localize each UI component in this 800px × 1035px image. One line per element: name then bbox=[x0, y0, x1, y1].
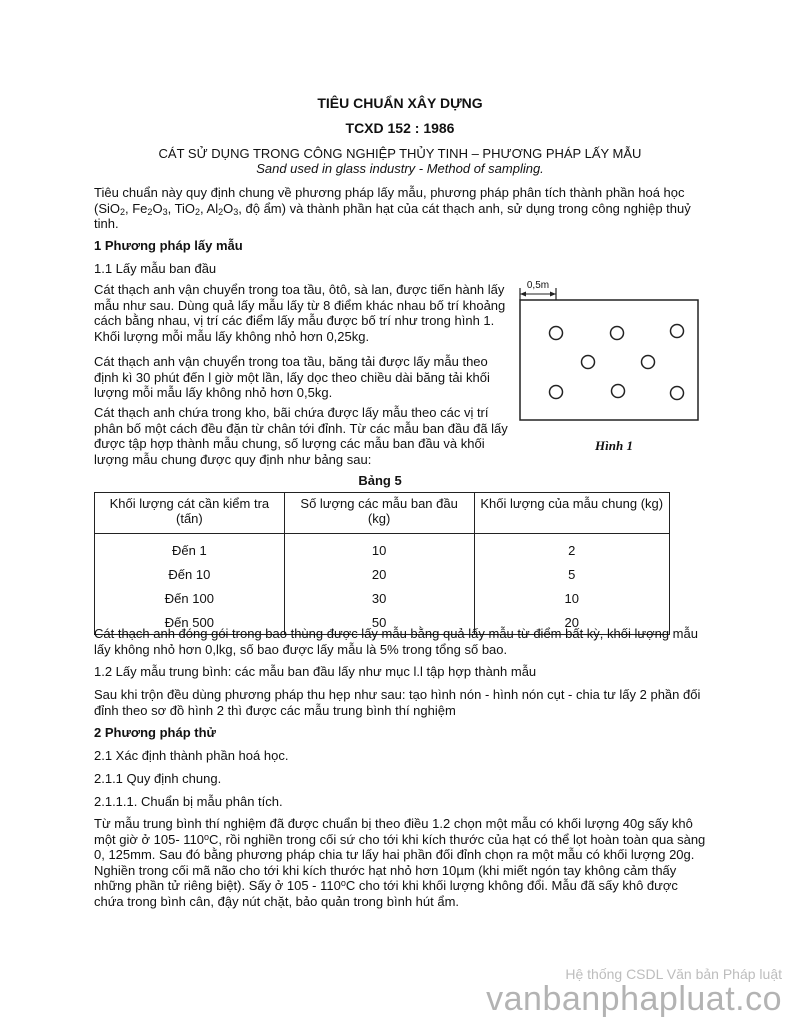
paragraph-transport-sampling: Cát thạch anh vận chuyển trong toa tầu, ôtô, sà lan, được tiến hành lấy mẫu như sau. Dùng quả lấy mẫu lấy từ 8 điểm khác nhau bố trí khoảng cách bằng nhau, vị trí các điểm lấy mẫu được bố trí như trong hình 1. Khối lượng mỗi mẫu lấy không nhỏ hơn 0,25kg. bbox=[94, 282, 506, 344]
sampling-point bbox=[550, 386, 563, 399]
table-cell: Đến 100 bbox=[95, 586, 285, 610]
figure-1 bbox=[512, 280, 712, 463]
section-1-heading: 1 Phương pháp lấy mẫu bbox=[94, 238, 243, 253]
standard-title: TIÊU CHUẨN XÂY DỰNG bbox=[317, 95, 483, 111]
column-header: Số lượng các mẫu ban đầu (kg) bbox=[284, 493, 474, 534]
sampling-point bbox=[671, 387, 684, 400]
paragraph-bag-sampling: Cát thạch anh đóng gói trong bao thùng được lấy mẫu bằng quả lấy mẫu từ điểm bất kỳ, khối lượng mẫu lấy không nhỏ hơn 0,lkg, số bao được lấy mẫu là 5% trong tổng số bao. bbox=[94, 626, 698, 657]
table-cell: 20 bbox=[284, 562, 474, 586]
table-cell: Đến 1 bbox=[95, 534, 285, 563]
standard-subtitle-english: Sand used in glass industry - Method of sampling. bbox=[256, 161, 544, 176]
column-header: Khối lượng của mẫu chung (kg) bbox=[474, 493, 670, 534]
table-header-row bbox=[95, 493, 670, 534]
watermark-site: vanbanphapluat.co bbox=[486, 980, 782, 1018]
table-cell: 5 bbox=[474, 562, 670, 586]
column-header: Khối lượng cát cần kiểm tra (tấn) bbox=[95, 493, 285, 534]
sampling-point bbox=[611, 327, 624, 340]
subsection-2-1-1-1: 2.1.1.1. Chuẩn bị mẫu phân tích. bbox=[94, 794, 283, 809]
table-row bbox=[95, 586, 670, 610]
standard-subtitle: CÁT SỬ DỤNG TRONG CÔNG NGHIỆP THỦY TINH – PHƯƠNG PHÁP LẤY MẪU bbox=[158, 146, 642, 161]
paragraph-quartering: Sau khi trộn đều dùng phương pháp thu hẹp như sau: tạo hình nón - hình nón cụt - chia tư lấy 2 phần đối đỉnh theo sơ đồ hình 2 thì được các mẫu trung bình thí nghiệm bbox=[94, 687, 701, 718]
paragraph-sample-preparation: Từ mẫu trung bình thí nghiệm đã được chuẩn bị theo điều 1.2 chọn một mẫu có khối lượng 40g sấy khô một giờ ở 105- 110$^o$C, rồi nghiền trong cối sứ cho tới khi kích thước của hạt có thể lọt hoàn toàn qua sàng 0, 125mm. Sau đó bằng phương pháp chia tư lấy hai phần đối đỉnh chọn ra một mẫu có khối lượng 20g. Nghiền trong cối mã não cho tới khi kích thước hạt nhỏ hơn 10µm (khi miết ngón tay không cảm thấy những phần tử riêng biệt). Sấy ở 105 - 110$^o$C cho tới khi khối lượng không đổi. Mẫu đã sấy khô được chứa trong bình cân, đậy nút chặt, bảo quản trong bình hút ẩm. bbox=[94, 816, 706, 909]
subsection-2-1: 2.1 Xác định thành phần hoá học. bbox=[94, 748, 289, 763]
section-2-heading: 2 Phương pháp thử bbox=[94, 725, 216, 740]
intro-paragraph: Tiêu chuẩn này quy định chung về phương pháp lấy mẫu, phương pháp phân tích thành phần hoá học (SiO$_2$, $Fe_2O_3$, TiO$_2$, $Al_2O_3$, độ ẩm) và thành phần hạt của cát thạch anh, sử dụng trong công nghiệp thuỷ tinh. bbox=[94, 185, 691, 231]
dimension-label: 0,5m bbox=[526, 280, 550, 291]
paragraph-conveyor-sampling: Cát thạch anh vận chuyển trong toa tầu, băng tải được lấy mẫu theo định kì 30 phút đến l giờ một lần, lấy dọc theo chiều dài băng tải khối lượng mỗi mẫu lấy không nhỏ hơn 0,5kg. bbox=[94, 354, 490, 400]
figure-caption: Hình 1 bbox=[595, 438, 633, 453]
subsection-2-1-1: 2.1.1 Quy định chung. bbox=[94, 771, 222, 786]
sampling-point bbox=[642, 356, 655, 369]
table-cell: 2 bbox=[474, 534, 670, 563]
sampling-point bbox=[550, 327, 563, 340]
sampling-point bbox=[612, 385, 625, 398]
table-cell: 10 bbox=[284, 534, 474, 563]
subsection-1-2: 1.2 Lấy mẫu trung bình: các mẫu ban đầu lấy như mục l.l tập hợp thành mẫu bbox=[94, 664, 537, 679]
table-cell: 50 bbox=[284, 610, 474, 635]
table-cell: Đến 500 bbox=[95, 610, 285, 635]
table-cell: 10 bbox=[474, 586, 670, 610]
wagon-outline bbox=[520, 300, 698, 420]
sampling-points-diagram bbox=[512, 280, 712, 460]
sample-quantity-table bbox=[94, 492, 670, 635]
watermark-caption: Hệ thống CSDL Văn bản Pháp luật bbox=[565, 966, 782, 982]
table-caption: Bảng 5 bbox=[358, 473, 402, 488]
standard-code: TCXD 152 : 1986 bbox=[345, 120, 455, 136]
sampling-point bbox=[671, 325, 684, 338]
paragraph-storage-sampling: Cát thạch anh chứa trong kho, bãi chứa được lấy mẫu theo các vị trí phân bố một cách đều đặn từ chân tới đỉnh. Từ các mẫu ban đầu đã lấy được tập hợp thành mẫu chung, số lượng các mẫu ban đầu và khối lượng mẫu chung được quy định như bảng sau: bbox=[94, 405, 508, 467]
table-cell: 30 bbox=[284, 586, 474, 610]
table-cell: 20 bbox=[474, 610, 670, 635]
subsection-1-1: 1.1 Lấy mẫu ban đầu bbox=[94, 261, 217, 276]
table-cell: Đến 10 bbox=[95, 562, 285, 586]
table-row bbox=[95, 534, 670, 563]
table-row bbox=[95, 562, 670, 586]
sampling-point bbox=[582, 356, 595, 369]
